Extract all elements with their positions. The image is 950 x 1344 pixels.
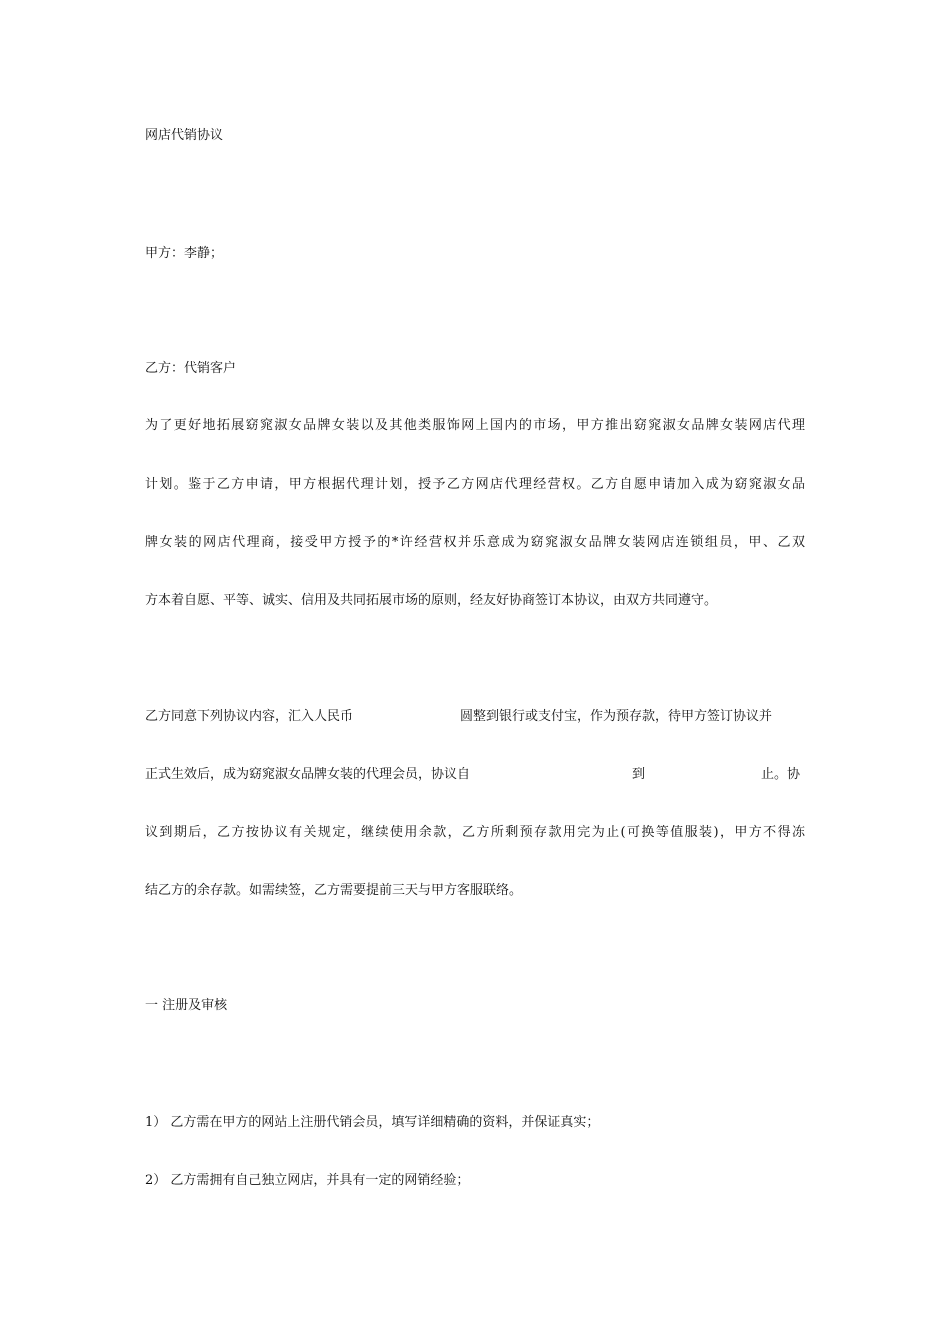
paragraph-line: 牌女装的网店代理商，接受甲方授予的*许经营权并乐意成为窈窕淑女品牌女装网店连锁组员，甲、乙双 [145,535,805,550]
deposit-line-1-part-2: 圆整到银行或支付宝，作为预存款，待甲方签订协议并 [460,709,773,724]
paragraph-line: 为了更好地拓展窈窕淑女品牌女装以及其他类服饰网上国内的市场，甲方推出窈窕淑女品牌女装网店代理 [145,418,805,433]
party-b: 乙方：代销客户 [145,361,237,376]
list-item: 2） 乙方需拥有自己独立网店，并具有一定的网销经验； [145,1173,470,1188]
deposit-line-2-part-1: 正式生效后，成为窈窕淑女品牌女装的代理会员，协议自 [145,767,471,782]
paragraph-line: 计划。鉴于乙方申请，甲方根据代理计划，授予乙方网店代理经营权。乙方自愿申请加入成为窈窕淑女品 [145,477,805,492]
deposit-line-1-part-1: 乙方同意下列协议内容，汇入人民币 [145,709,354,724]
deposit-line-2-part-3: 止。协 [761,767,801,782]
paragraph-line: 方本着自愿、平等、诚实、信用及共同拓展市场的原则，经友好协商签订本协议，由双方共同遵守。 [145,593,718,608]
section-heading: 一 注册及审核 [145,998,228,1013]
document-title: 网店代销协议 [145,128,224,143]
paragraph-line: 结乙方的余存款。如需续签，乙方需要提前三天与甲方客服联络。 [145,883,523,898]
party-a: 甲方：李静； [145,246,224,261]
deposit-line-2-part-2: 到 [632,767,646,782]
list-item: 1） 乙方需在甲方的网站上注册代销会员，填写详细精确的资料，并保证真实； [145,1115,600,1130]
paragraph-line: 议到期后，乙方按协议有关规定，继续使用余款，乙方所剩预存款用完为止(可换等值服装)，甲方不得冻 [145,825,805,840]
